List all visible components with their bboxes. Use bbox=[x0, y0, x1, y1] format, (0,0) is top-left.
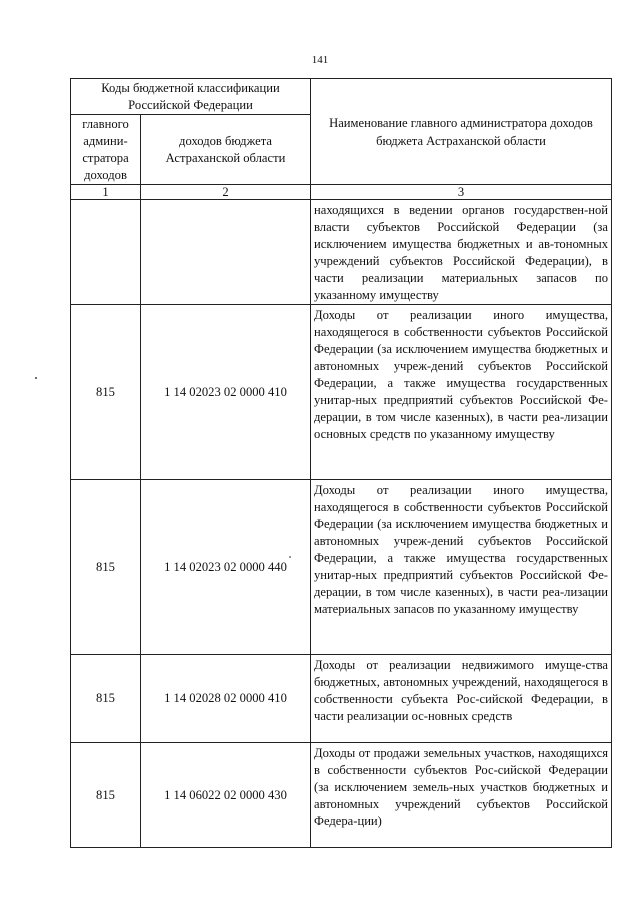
scan-speck bbox=[35, 377, 37, 379]
column-number-row bbox=[71, 185, 612, 200]
table-row bbox=[71, 655, 612, 743]
income-code-cell: 1 14 02028 02 0000 410 bbox=[141, 655, 311, 743]
admin-code-cell: 815 bbox=[71, 743, 141, 848]
income-name-cell: Доходы от продажи земельных участков, находящихся в собственности субъектов Рос-сийской Федерации (за исключением земель-ных участков бюджетных и автономных учреждений субъектов Российской Федера-ции) bbox=[311, 743, 612, 848]
admin-code-cell: 815 bbox=[71, 305, 141, 480]
income-code-cell: 1 14 02023 02 0000 410 bbox=[141, 305, 311, 480]
table-row bbox=[71, 480, 612, 655]
table-row bbox=[71, 200, 612, 305]
budget-classification-table bbox=[70, 78, 612, 848]
column-number: 2 bbox=[141, 185, 311, 200]
income-code-cell: 1 14 06022 02 0000 430 bbox=[141, 743, 311, 848]
admin-code-cell: 815 bbox=[71, 480, 141, 655]
header-income-code: доходов бюджета Астраханской области bbox=[141, 115, 311, 185]
column-number: 1 bbox=[71, 185, 141, 200]
income-name-cell: Доходы от реализации иного имущества, находящегося в собственности субъектов Российской Федерации (за исключением имущества бюджетных и автономных учреж-дений субъектов Российской Федерации, а также имущества государственных унитар-ных предприятий субъектов Российской Фе-дерации, в том числе казенных), в части реа-лизации материальных запасов по указанному имуществу bbox=[311, 480, 612, 655]
income-name-cell: находящихся в ведении органов государствен-ной власти субъектов Российской Федерации (за исключением имущества бюджетных и ав-тономных учреждений субъектов Российской Федерации), в части реализации материальных запасов по указанному имуществу bbox=[311, 200, 612, 305]
header-admin-code: главного админи-стратора доходов bbox=[71, 115, 141, 185]
income-code-cell bbox=[141, 200, 311, 305]
admin-code-cell: 815 bbox=[71, 655, 141, 743]
header-codes-group: Коды бюджетной классификации Российской Федерации bbox=[71, 79, 311, 115]
income-name-cell: Доходы от реализации недвижимого имуще-ства бюджетных, автономных учреждений, находящегося в собственности субъекта Рос-сийской Федерации, в части реализации ос-новных средств bbox=[311, 655, 612, 743]
column-number: 3 bbox=[311, 185, 612, 200]
table-row bbox=[71, 743, 612, 848]
page-number: 141 bbox=[311, 54, 329, 66]
admin-code-cell bbox=[71, 200, 141, 305]
table-row bbox=[71, 305, 612, 480]
income-name-cell: Доходы от реализации иного имущества, находящегося в собственности субъектов Российской Федерации (за исключением имущества бюджетных и автономных учреж-дений субъектов Российской Федерации, а также имущества государственных унитар-ных предприятий субъектов Российской Фе-дерации, в том числе казенных), в части реа-лизации основных средств по указанному имуществу bbox=[311, 305, 612, 480]
header-admin-name: Наименование главного администратора доходов бюджета Астраханской области bbox=[311, 79, 612, 185]
income-code-cell: 1 14 02023 02 0000 440 bbox=[141, 480, 311, 655]
